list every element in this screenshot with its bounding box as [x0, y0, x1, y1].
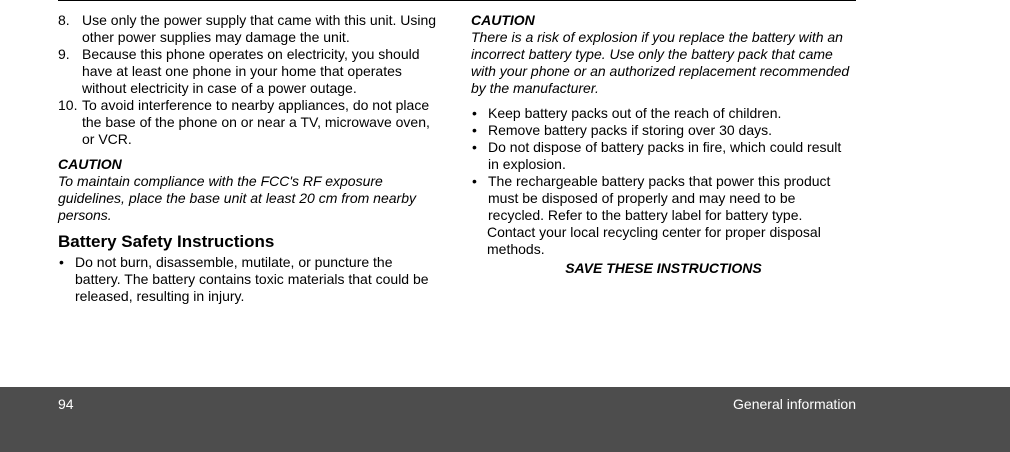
item-text: Do not burn, disassemble, mutilate, or puncture the battery. The battery contains toxic materials that could be released, resulting in injury.: [75, 254, 429, 304]
item-text: Use only the power supply that came with this unit. Using other power supplies may damage the unit.: [82, 12, 437, 45]
page-footer: [0, 387, 1010, 452]
item-text: Remove battery packs if storing over 30 days.: [488, 122, 773, 138]
item-text: The rechargeable battery packs that power this product must be disposed of properly and may need to be recycled. Refer to the battery label for battery type.: [488, 173, 831, 223]
bullet-icon: •: [59, 254, 64, 270]
list-item: [58, 46, 442, 97]
list-item: [58, 254, 442, 305]
list-item: [471, 173, 855, 224]
caution-body: There is a risk of explosion if you replace the battery with an incorrect battery type. Use only the battery pack that came with your phone or an authorized replacement recommended by the manufacturer.: [471, 29, 850, 96]
bullet-list: [58, 254, 442, 305]
list-item: [471, 105, 855, 122]
section-name: General information: [733, 396, 856, 412]
bullet-icon: •: [472, 173, 477, 189]
item-number: 9.: [58, 46, 70, 62]
caution-title: CAUTION: [58, 156, 122, 172]
numbered-list: [58, 12, 442, 148]
list-item: [58, 97, 442, 148]
item-text: Do not dispose of battery packs in fire, which could result in explosion.: [488, 139, 842, 172]
caution-body: To maintain compliance with the FCC's RF exposure guidelines, place the base unit at least 20 cm from nearby persons.: [58, 173, 416, 223]
item-number: 8.: [58, 12, 70, 28]
right-column: [471, 12, 855, 277]
list-item: [471, 139, 855, 173]
caution-title: CAUTION: [471, 12, 535, 28]
item-number: 10.: [58, 97, 78, 113]
section-title: Battery Safety Instructions: [58, 232, 275, 251]
bullet-list: [471, 105, 855, 224]
page-number: 94: [58, 396, 74, 412]
bullet-icon: •: [472, 105, 477, 121]
top-rule: [58, 0, 856, 1]
bullet-icon: •: [472, 139, 477, 155]
list-item: [471, 122, 855, 139]
item-text: Keep battery packs out of the reach of children.: [488, 105, 782, 121]
recycling-note: Contact your local recycling center for proper disposal methods.: [487, 224, 821, 257]
bullet-icon: •: [472, 122, 477, 138]
list-item: [58, 12, 442, 46]
item-text: To avoid interference to nearby appliances, do not place the base of the phone on or near a TV, microwave oven, or VCR.: [82, 97, 430, 147]
save-instructions: SAVE THESE INSTRUCTIONS: [565, 260, 762, 276]
left-column: [58, 12, 442, 305]
item-text: Because this phone operates on electricity, you should have at least one phone in your home that operates without electricity in case of a power outage.: [82, 46, 420, 96]
